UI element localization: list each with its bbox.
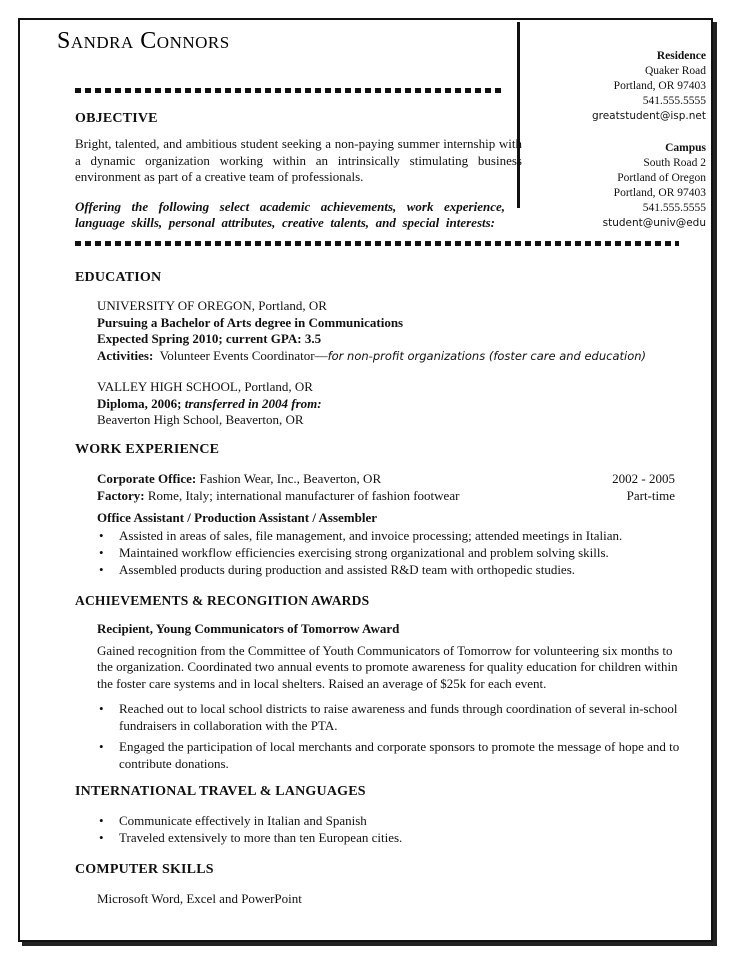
header-dotted-divider	[75, 88, 501, 93]
work-heading: WORK EXPERIENCE	[75, 442, 220, 457]
campus-heading: Campus	[665, 142, 706, 154]
achievements-details	[97, 621, 682, 772]
highschool-diploma: Diploma, 2006;	[97, 395, 182, 411]
computer-heading: COMPUTER SKILLS	[75, 862, 214, 877]
computer-skills-text: Microsoft Word, Excel and PowerPoint	[97, 891, 302, 906]
factory-text: Rome, Italy; international manufacturer of fashion footwear	[147, 487, 460, 503]
education-heading: EDUCATION	[75, 270, 162, 285]
campus-contact	[603, 141, 706, 231]
work-details	[97, 471, 675, 578]
highschool-previous: Beaverton High School, Beaverton, OR	[97, 412, 304, 427]
list-item: • Reached out to local school districts to raise awareness and funds through coordination of several in-school fundraisers in collaboration with the PTA.	[97, 700, 682, 734]
objective-heading: OBJECTIVE	[75, 111, 158, 126]
list-item: • Assembled products during production and assisted R&D team with orthopedic studies.	[97, 561, 675, 578]
work-corporate-row	[97, 471, 675, 488]
achievement-bullets	[97, 700, 682, 772]
corporate-text: Fashion Wear, Inc., Beaverton, OR	[199, 471, 382, 486]
achievement-text: Gained recognition from the Committee of Youth Communicators of Tomorrow for volunteering six months to the organization. Coordinated two annual events to promote awareness for quality education for children within the foster care systems and in local shelters. Raised an average of $25k for each event.	[97, 642, 678, 691]
campus-email: student@univ@edu	[602, 217, 706, 229]
activities-role: Volunteer Events Coordinator—	[159, 347, 328, 363]
achievement-award: Recipient, Young Communicators of Tomorrow Award	[97, 621, 400, 636]
residence-phone: 541.555.5555	[642, 95, 706, 107]
education-highschool	[97, 379, 687, 429]
campus-street: South Road 2	[643, 157, 706, 169]
campus-phone: 541.555.5555	[642, 202, 706, 214]
travel-bullets	[97, 812, 677, 846]
campus-city: Portland, OR 97403	[613, 187, 706, 199]
achievements-heading: ACHIEVEMENTS & RECONGITION AWARDS	[75, 593, 370, 608]
activities-detail: for non-profit organizations (foster care and education)	[327, 348, 647, 363]
residence-contact	[592, 49, 706, 124]
factory-label: Factory:	[97, 487, 145, 503]
list-item: • Maintained workflow efficiencies exercising strong organizational and problem solving skills.	[97, 544, 675, 561]
residence-email: greatstudent@isp.net	[591, 110, 706, 122]
university-degree: Pursuing a Bachelor of Arts degree in Communications	[97, 314, 404, 330]
objective-offer-line-1: Offering the following select academic achievements, work experience,	[75, 199, 505, 214]
activities-label: Activities:	[97, 347, 154, 363]
list-item: • Engaged the participation of local merchants and corporate sponsors to promote the message of hope and to contribute donations.	[97, 738, 682, 772]
university-expected: Expected Spring 2010; current GPA: 3.5	[97, 331, 322, 346]
highschool-diploma-line	[97, 396, 687, 413]
residence-street: Quaker Road	[645, 65, 706, 77]
work-bullets	[97, 527, 675, 578]
list-item: • Communicate effectively in Italian and Spanish	[97, 812, 677, 829]
education-university	[97, 298, 687, 364]
objective-offer-line-2: language skills, personal attributes, creative talents, and special interests:	[75, 215, 495, 230]
work-factory-row	[97, 488, 675, 505]
highschool-name: VALLEY HIGH SCHOOL, Portland, OR	[97, 379, 313, 394]
list-item: • Assisted in areas of sales, file management, and invoice processing; attended meetings in Italian.	[97, 527, 675, 544]
objective-text: Bright, talented, and ambitious student seeking a non-paying summer internship with a dynamic organization working within an intrinsically stimulating business environment as part of a creative team of professionals.	[75, 136, 522, 184]
section-dotted-divider	[75, 241, 679, 246]
university-name: UNIVERSITY OF OREGON, Portland, OR	[97, 298, 327, 313]
work-years: 2002 - 2005	[612, 471, 675, 486]
residence-heading: Residence	[656, 50, 706, 62]
residence-city: Portland, OR 97403	[613, 80, 706, 92]
work-type: Part-time	[626, 487, 675, 503]
highschool-transferred: transferred in 2004 from:	[184, 395, 322, 411]
corporate-label: Corporate Office:	[97, 471, 197, 486]
candidate-name: Sandra Connors	[57, 28, 230, 54]
campus-school: Portland of Oregon	[617, 172, 706, 184]
university-activities	[97, 348, 687, 365]
list-item: • Traveled extensively to more than ten European cities.	[97, 829, 677, 846]
work-role: Office Assistant / Production Assistant / Assembler	[97, 510, 377, 525]
travel-heading: INTERNATIONAL TRAVEL & LANGUAGES	[75, 784, 366, 799]
travel-details	[97, 812, 677, 846]
